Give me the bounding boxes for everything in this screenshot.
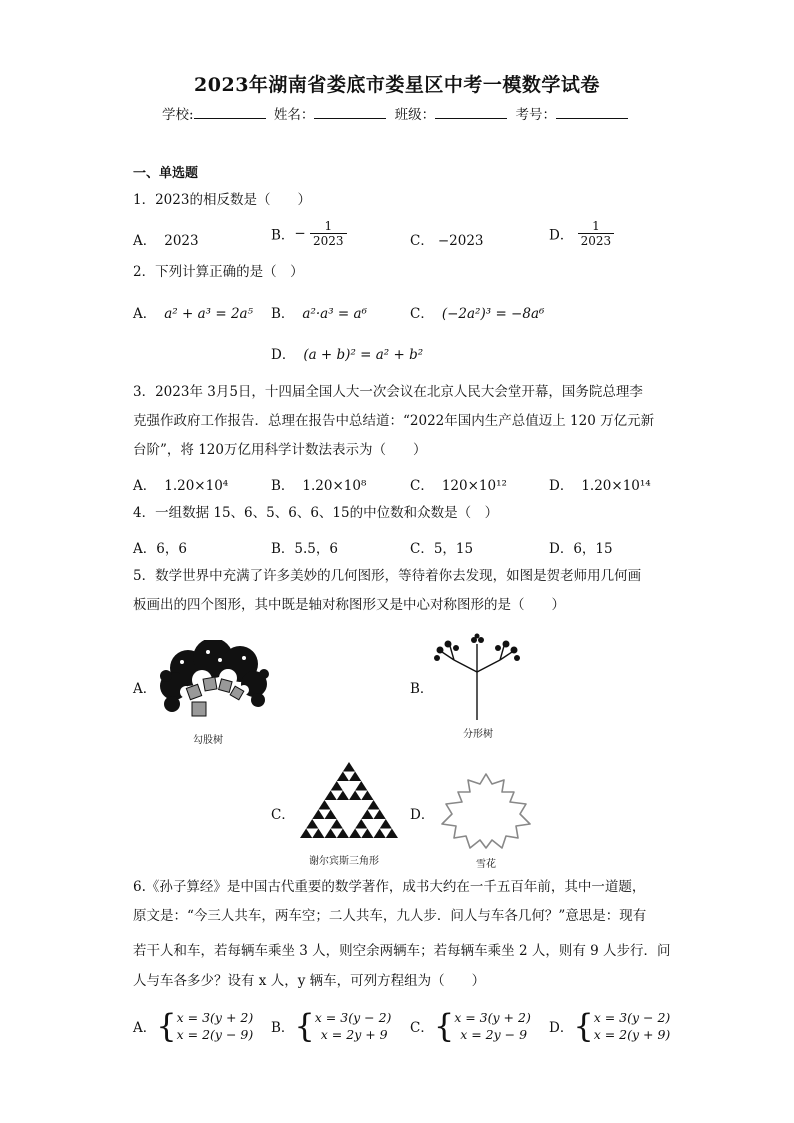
section-heading: 一、单选题	[133, 166, 199, 181]
q3-option-a: A． 1.20×10⁴	[133, 478, 229, 494]
q3-line-2: 克强作政府工作报告．总理在报告中总结道：“2022年国内生产总值迈上 120 万亿元新	[133, 413, 655, 429]
q5-caption-a: 勾股树	[193, 735, 223, 746]
q5-line-2: 板画出的四个图形，其中既是轴对称图形又是中心对称图形的是（ ）	[133, 597, 565, 613]
q4-stem: 4．一组数据 15、6、5、6、6、15的中位数和众数是（ ）	[133, 505, 499, 521]
q4-option-a: A．6，6	[133, 541, 187, 557]
q3-line-3: 台阶”，将 120万亿用科学计数法表示为（ ）	[133, 442, 427, 458]
q2-option-c: C． (−2a²)³ = −8a⁶	[410, 306, 545, 322]
name-label: 姓名：	[273, 107, 315, 123]
q2-option-d: D． (a + b)² = a² + b²	[271, 347, 424, 363]
q1-stem: 1．2023的相反数是（ ）	[133, 192, 311, 208]
q1-option-a: A． 2023	[133, 233, 199, 249]
q4-option-d: D．6，15	[549, 541, 613, 557]
q6-option-b: B．{ x = 3(y − 2) x = 2y + 9	[271, 1007, 392, 1045]
school-blank	[194, 104, 266, 119]
q2-stem: 2．下列计算正确的是（ ）	[133, 264, 304, 280]
pythagoras-tree-figure	[158, 640, 270, 724]
q6-line-4: 人与车各多少？设有 x 人，y 辆车，可列方程组为（ ）	[133, 973, 486, 989]
q5-option-d-label: D．	[410, 807, 435, 823]
q3-option-c: C． 120×10¹²	[410, 478, 507, 494]
name-blank	[314, 104, 386, 119]
q6-line-2: 原文是：“今三人共车，两车空；二人共车，九人步．问人与车各几何？”意思是：现有	[133, 908, 647, 924]
q5-caption-b: 分形树	[463, 729, 493, 740]
q5-caption-c: 谢尔宾斯三角形	[309, 856, 379, 867]
q2-option-a: A． a² + a³ = 2a⁵	[133, 306, 254, 322]
q3-line-1: 3．2023年 3月5日，十四届全国人大一次会议在北京人民大会堂开幕，国务院总理李	[133, 384, 643, 400]
q5-line-1: 5．数学世界中充满了许多美妙的几何图形，等待着你去发现，如图是贺老师用几何画	[133, 568, 642, 584]
q4-option-c: C．5，15	[410, 541, 474, 557]
q6-option-a: A．{ x = 3(y + 2) x = 2(y − 9)	[133, 1007, 254, 1045]
sierpinski-triangle-figure	[298, 760, 400, 840]
number-blank	[556, 104, 628, 119]
q3-option-b: B． 1.20×10⁸	[271, 478, 367, 494]
q1-option-b: B．− $\frac{1}{2023}$	[271, 219, 347, 248]
q6-line-3: 若干人和车，若每辆车乘坐 3 人，则空余两辆车；若每辆车乘坐 2 人，则有 9 人步行．问	[133, 943, 671, 959]
q1-option-c: C． −2023	[410, 233, 484, 249]
q6-line-1: 6.《孙子算经》是中国古代重要的数学著作，成书大约在一千五百年前，其中一道题，	[133, 879, 646, 895]
q2-option-b: B． a²·a³ = a⁶	[271, 306, 367, 322]
q1-option-d: D． $\frac{1}{2023}$	[549, 219, 614, 248]
number-label: 考号：	[515, 107, 556, 123]
q5-option-b-label: B．	[410, 681, 434, 697]
q5-option-a-label: A．	[133, 681, 157, 697]
school-label: 学校:	[162, 107, 194, 123]
q6-option-d: D．{ x = 3(y − 2) x = 2(y + 9)	[549, 1007, 671, 1045]
q3-option-d: D． 1.20×10¹⁴	[549, 478, 651, 494]
class-blank	[435, 104, 507, 119]
q4-option-b: B．5.5，6	[271, 541, 338, 557]
q5-caption-d: 雪花	[476, 859, 496, 870]
q5-option-c-label: C．	[271, 807, 295, 823]
page-title: 2023年湖南省娄底市娄星区中考一模数学试卷	[194, 74, 600, 96]
q6-option-c: C．{ x = 3(y + 2) x = 2y − 9	[410, 1007, 531, 1045]
student-info-line	[0, 103, 794, 123]
class-label: 班级：	[394, 107, 436, 123]
fractal-tree-figure	[432, 632, 522, 722]
snowflake-figure	[434, 770, 538, 852]
